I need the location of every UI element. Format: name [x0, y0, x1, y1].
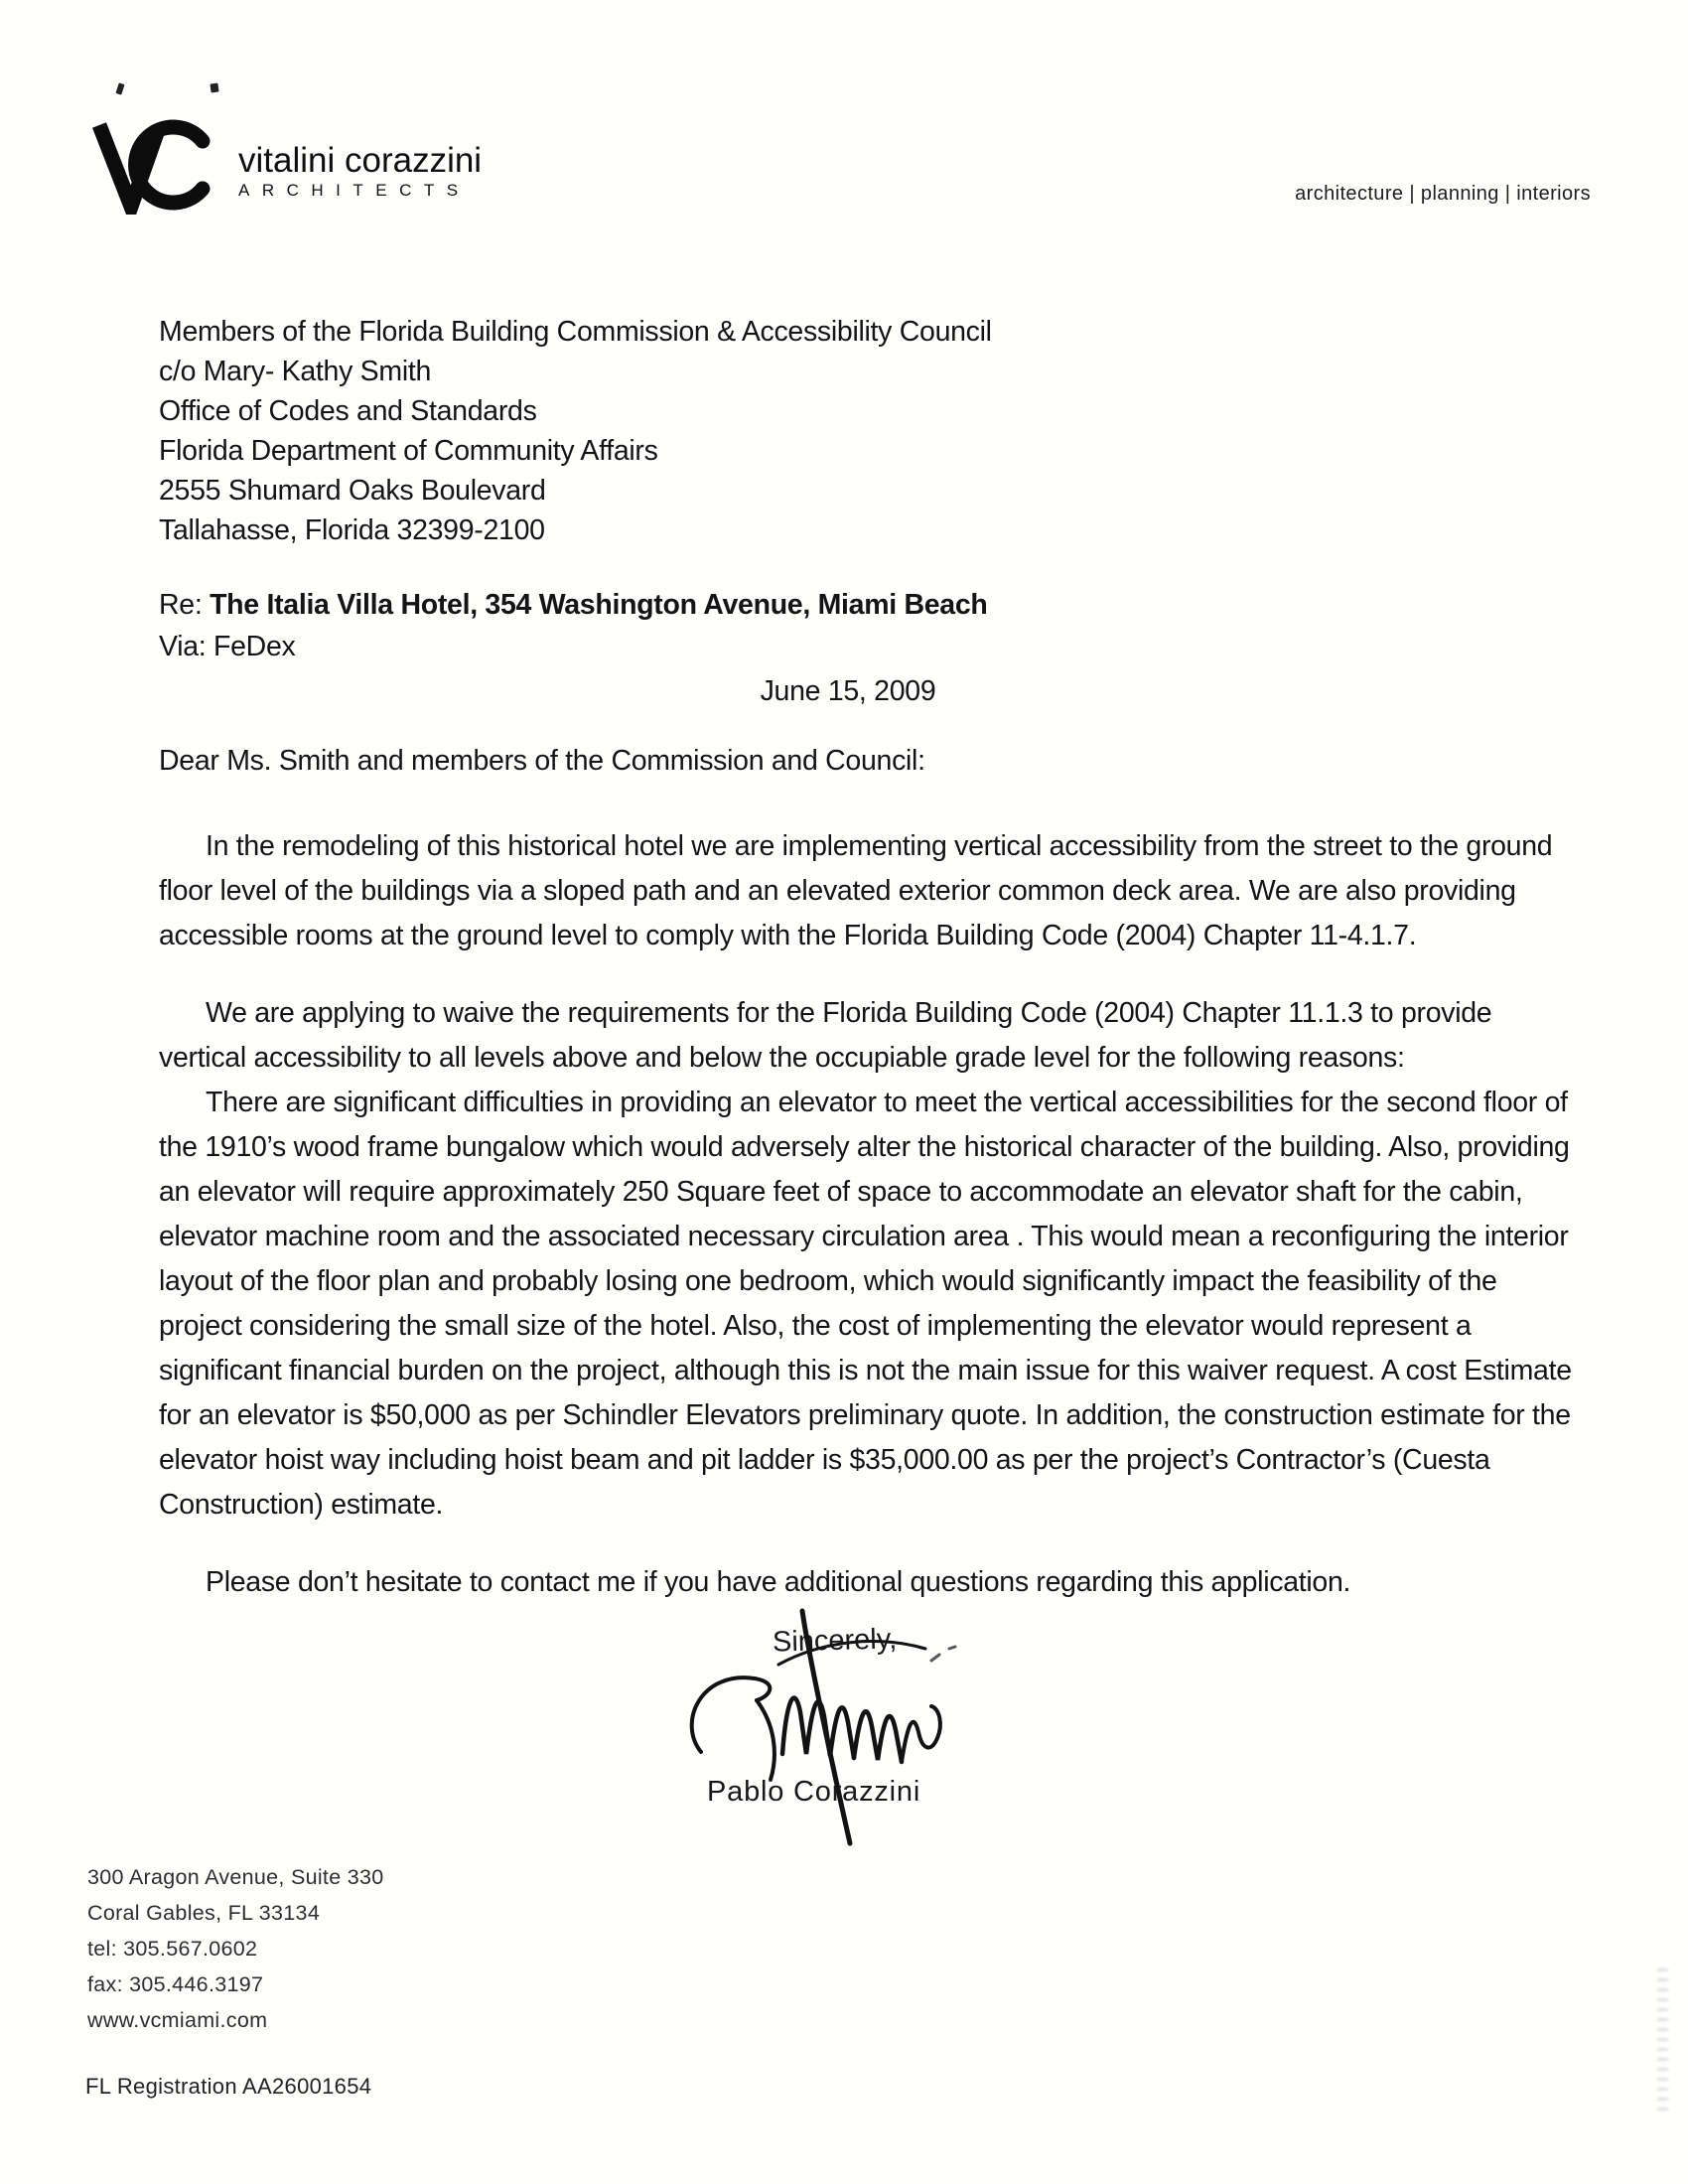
recipient-line: 2555 Shumard Oaks Boulevard [159, 475, 546, 507]
via-line: Via: FeDex [159, 631, 296, 662]
footer-contact-block [87, 1859, 384, 2038]
logo-company-name: vitalini corazzini [238, 140, 483, 180]
company-logo [91, 103, 482, 215]
footer-tel: tel: 305.567.0602 [87, 1937, 258, 1961]
recipient-line: c/o Mary- Kathy Smith [159, 356, 432, 387]
body-paragraph-4: Please don’t hesitate to contact me if you have additional questions regarding this application. [206, 1566, 1351, 1598]
recipient-line: Tallahasse, Florida 32399-2100 [159, 514, 545, 546]
body-paragraph-1: In the remodeling of this historical hotel we are implementing vertical accessibility from the street to the ground floor level of the buildings via a sloped path and an elevated exterior common deck area. We are also providing accessible rooms at the ground level to comply with the Florida Building Code (2004) Chapter 11-4.1.7. [159, 830, 1553, 951]
valediction: Sincerely, [772, 1623, 898, 1659]
logo-subtitle: ARCHITECTS [238, 180, 471, 200]
logo-text [238, 140, 483, 201]
footer-website: www.vcmiami.com [87, 2008, 268, 2032]
scan-artifact-mark [210, 82, 218, 92]
footer-fax: fax: 305.446.3197 [87, 1972, 264, 1996]
body-paragraph-3: There are significant difficulties in providing an elevator to meet the vertical accessibilities for the second floor of the 1910’s wood frame bungalow which would adversely alter the historical character of the building. Also, providing an elevator will require approximately 250 Square feet of space to accommodate an elevator shaft for the cabin, elevator machine room and the associated necessary circulation area . This would mean a reconfiguring the interior layout of the floor plan and probably losing one bedroom, which would significantly impact the feasibility of the project considering the small size of the hotel. Also, the cost of implementing the elevator would represent a significant financial burden on the project, although this is not the main issue for this waiver request. A cost Estimate for an elevator is $50,000 as per Schindler Elevators preliminary quote. In addition, the construction estimate for the elevator hoist way including hoist beam and pit ladder is $35,000.00 as per the project’s Contractor’s (Cuesta Construction) estimate. [159, 1087, 1572, 1521]
footer-address-line: Coral Gables, FL 33134 [87, 1901, 321, 1925]
signer-name: Pablo Corazzini [707, 1776, 921, 1808]
re-label: Re: [159, 589, 211, 621]
letter-content [159, 312, 1577, 1605]
recipient-line: Florida Department of Community Affairs [159, 435, 658, 467]
body-paragraph-2: We are applying to waive the requirements for the Florida Building Code (2004) Chapter 11.1.3 to provide vertical accessibility to all levels above and below the occupiable grade level for the following reasons: [159, 997, 1492, 1074]
letter-date: June 15, 2009 [760, 675, 936, 707]
re-line [159, 584, 1577, 626]
reference-block [159, 584, 1577, 667]
re-subject: The Italia Villa Hotel, 354 Washington Avenue, Miami Beach [210, 589, 988, 621]
recipient-line: Members of the Florida Building Commission & Accessibility Council [159, 316, 992, 348]
recipient-line: Office of Codes and Standards [159, 395, 537, 427]
handwritten-signature [683, 1605, 1011, 1849]
scan-artifact-mark [115, 82, 124, 94]
vc-monogram-icon [91, 103, 228, 215]
scan-edge-smudge [1657, 1968, 1668, 2117]
letterhead-tagline: architecture | planning | interiors [1295, 183, 1591, 205]
recipient-address-block [159, 312, 1577, 550]
salutation: Dear Ms. Smith and members of the Commission and Council: [159, 745, 925, 777]
footer-address-line: 300 Aragon Avenue, Suite 330 [87, 1865, 384, 1889]
footer-registration: FL Registration AA26001654 [85, 2074, 372, 2099]
